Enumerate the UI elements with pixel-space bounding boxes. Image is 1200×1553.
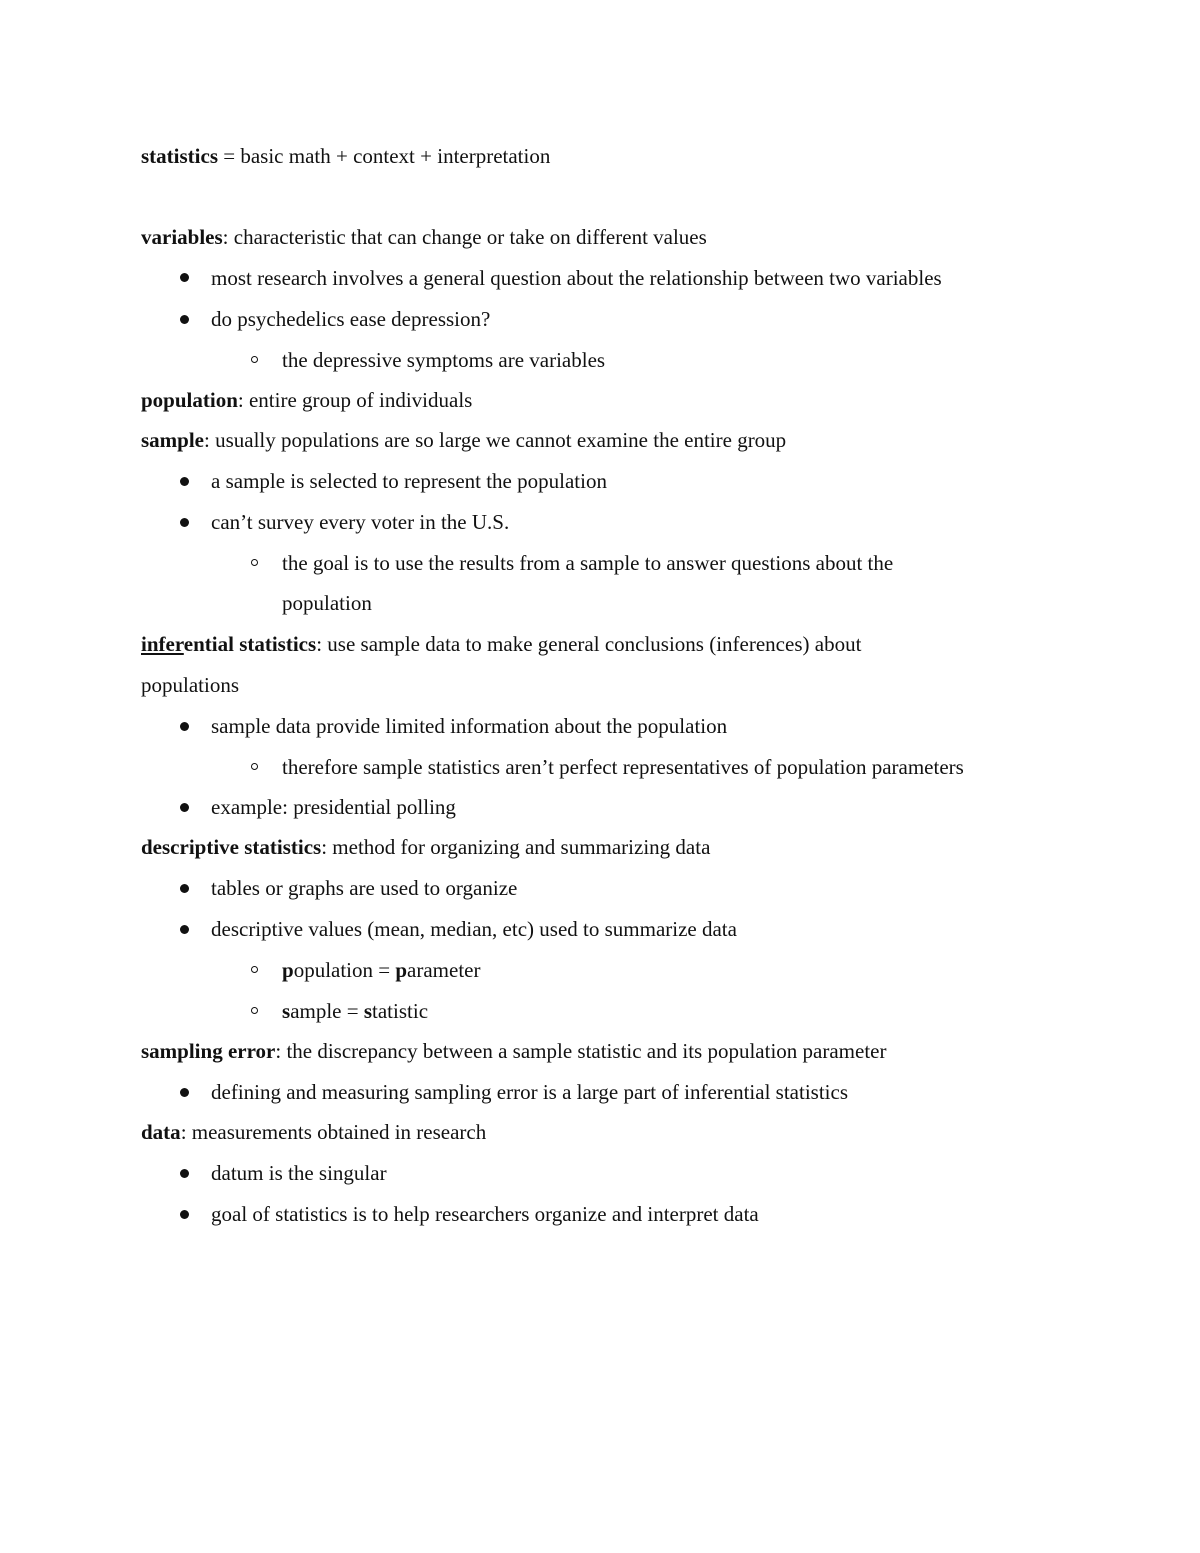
text-population: opulation = — [293, 958, 396, 982]
term-population: population — [141, 388, 238, 412]
descriptive-line — [141, 834, 710, 860]
statistics-line — [141, 143, 550, 169]
definition-data: : measurements obtained in research — [180, 1120, 487, 1144]
sub-list-item: therefore sample statistics aren’t perfect representatives of population parameters — [282, 755, 964, 779]
sub-list-item-population-parameter — [282, 957, 481, 983]
hollow-bullet-icon — [251, 356, 258, 363]
list-item: datum is the singular — [211, 1161, 387, 1185]
sub-list-item-continued: population — [282, 591, 372, 615]
list-item: do psychedelics ease depression? — [211, 307, 491, 331]
list-item: sample data provide limited information about the population — [211, 714, 728, 738]
hollow-bullet-icon — [251, 966, 258, 973]
list-item: tables or graphs are used to organize — [211, 876, 518, 900]
term-data: data — [141, 1120, 181, 1144]
bullet-icon — [180, 518, 189, 527]
definition-inferential-continued: populations — [141, 673, 239, 697]
text-parameter: arameter — [407, 958, 481, 982]
text-statistic: tatistic — [372, 999, 429, 1023]
variables-line — [141, 224, 707, 250]
term-sampling-error: sampling error — [141, 1039, 276, 1063]
term-variables: variables — [141, 225, 223, 249]
term-sample: sample — [141, 428, 204, 452]
bullet-icon — [180, 1169, 189, 1178]
bold-letter-s: s — [282, 999, 291, 1023]
sampling-error-line — [141, 1038, 886, 1064]
list-item: can’t survey every voter in the U.S. — [211, 510, 510, 534]
sub-list-item: the goal is to use the results from a sample to answer questions about the — [282, 551, 894, 575]
list-item: defining and measuring sampling error is a large part of inferential statistics — [211, 1080, 849, 1104]
sample-line — [141, 427, 786, 453]
bold-letter-p: p — [282, 958, 294, 982]
population-line — [141, 387, 472, 413]
bullet-icon — [180, 884, 189, 893]
sub-list-item-sample-statistic — [282, 998, 428, 1024]
bullet-icon — [180, 1088, 189, 1097]
bullet-icon — [180, 722, 189, 731]
bullet-icon — [180, 477, 189, 486]
data-line — [141, 1119, 486, 1145]
hollow-bullet-icon — [251, 1007, 258, 1014]
bullet-icon — [180, 315, 189, 324]
sub-list-item: the depressive symptoms are variables — [282, 348, 606, 372]
list-item: descriptive values (mean, median, etc) used to summarize data — [211, 917, 737, 941]
list-item: a sample is selected to represent the population — [211, 469, 607, 493]
list-item: goal of statistics is to help researchers organize and interpret data — [211, 1202, 759, 1226]
bold-letter-p: p — [395, 958, 408, 982]
definition-sample: : usually populations are so large we cannot examine the entire group — [204, 428, 787, 452]
term-inferential: ential statistics — [183, 632, 317, 656]
hollow-bullet-icon — [251, 559, 258, 566]
text-sample: ample = — [290, 999, 364, 1023]
inferential-line — [141, 631, 861, 657]
term-inferential-underlined: infer — [141, 632, 184, 656]
definition-statistics: = basic math + context + interpretation — [218, 144, 551, 168]
bullet-icon — [180, 273, 189, 282]
term-statistics: statistics — [141, 144, 218, 168]
list-item: most research involves a general question about the relationship between two variables — [211, 266, 942, 290]
definition-variables: : characteristic that can change or take on different values — [222, 225, 707, 249]
bullet-icon — [180, 1210, 189, 1219]
list-item: example: presidential polling — [211, 795, 456, 819]
hollow-bullet-icon — [251, 763, 258, 770]
definition-descriptive: : method for organizing and summarizing data — [321, 835, 711, 859]
definition-inferential: : use sample data to make general conclusions (inferences) about — [316, 632, 862, 656]
bullet-icon — [180, 803, 189, 812]
bold-letter-s: s — [363, 999, 373, 1023]
bullet-icon — [180, 925, 189, 934]
definition-population: : entire group of individuals — [237, 388, 473, 412]
definition-sampling-error: : the discrepancy between a sample statistic and its population parameter — [275, 1039, 887, 1063]
term-descriptive: descriptive statistics — [141, 835, 322, 859]
